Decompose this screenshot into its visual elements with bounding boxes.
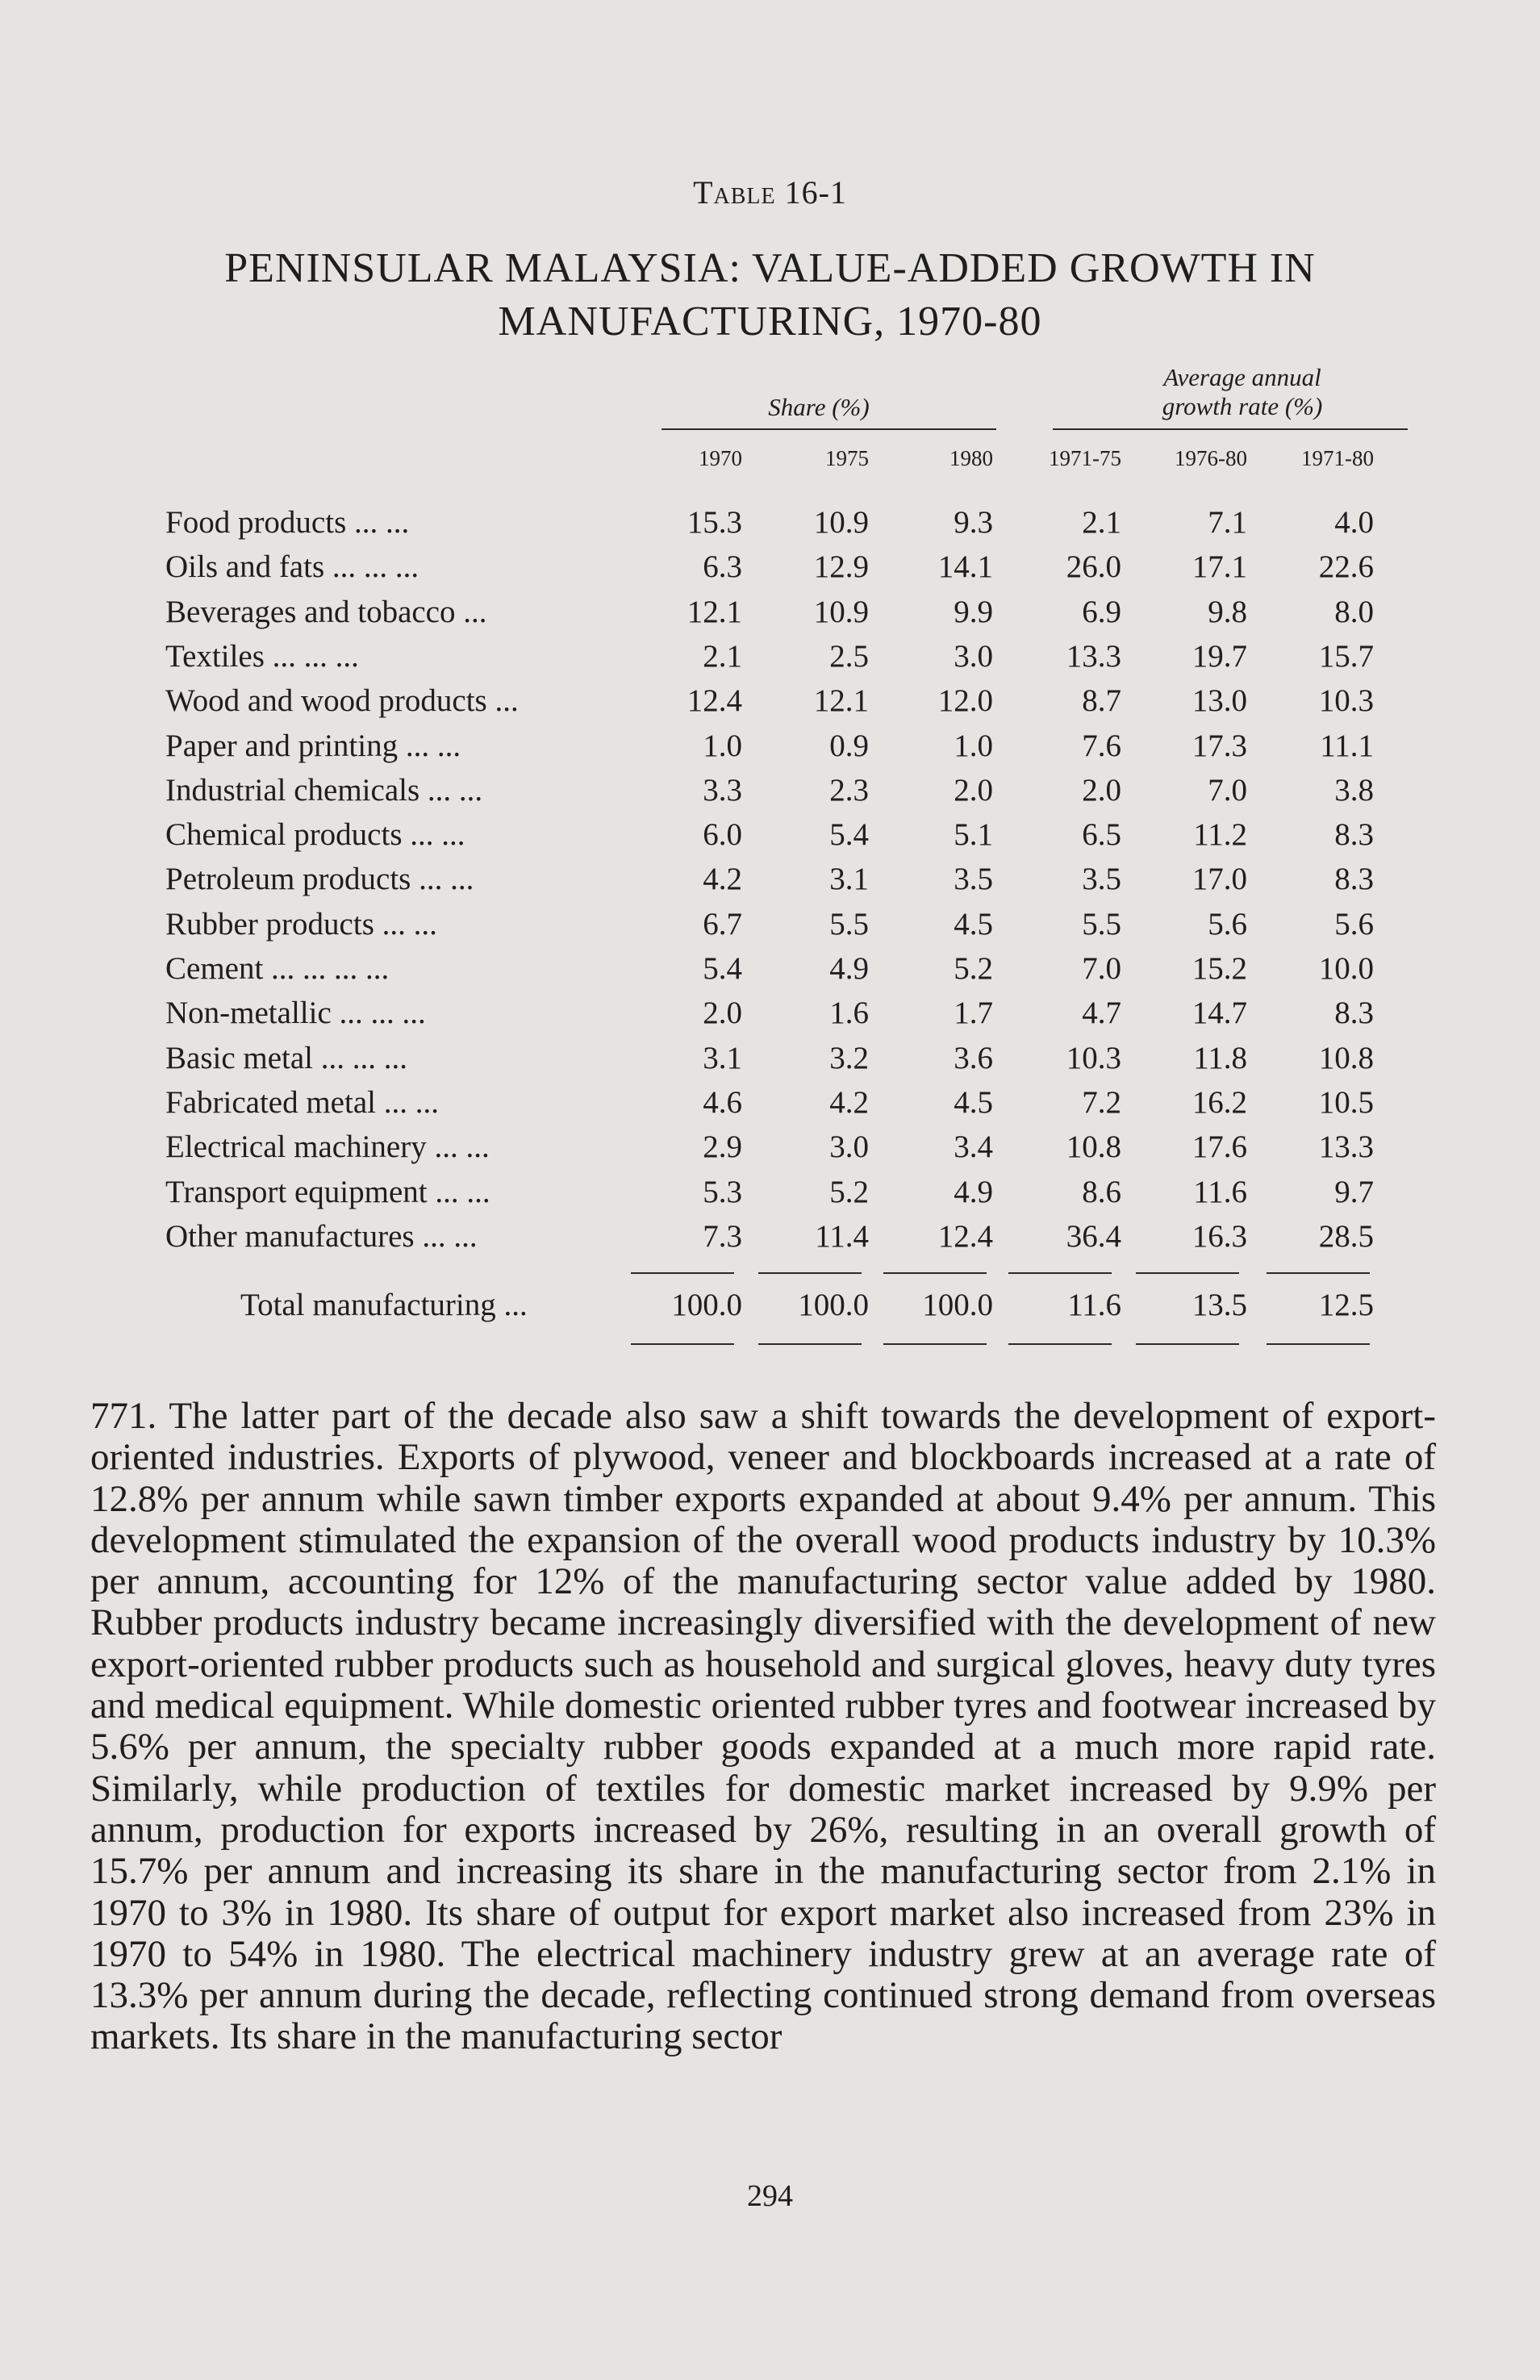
table-cell: 10.0 [1318,951,1374,986]
table-cell: 5.5 [829,906,869,942]
table-row [0,1170,1540,1214]
table-label [0,173,1540,211]
table-cell: 10.9 [813,505,869,540]
total-cell: 100.0 [671,1288,742,1322]
row-label: Beverages and tobacco ... [165,594,487,629]
table-cell: 7.3 [703,1218,742,1254]
growth-column-group-header [1081,363,1404,421]
table-title [0,242,1540,349]
table-cell: 17.0 [1192,862,1247,897]
total-cell: 13.5 [1192,1288,1247,1322]
table-cell: 17.6 [1192,1129,1247,1165]
table-cell: 2.0 [703,996,742,1031]
table-cell: 10.5 [1318,1084,1374,1120]
table-cell: 9.7 [1334,1174,1374,1209]
table-cell: 5.5 [1082,906,1121,942]
table-cell: 4.9 [954,1174,993,1209]
total-top-rule [1267,1272,1370,1274]
table-cell: 4.5 [954,1084,993,1120]
year-header-4: 1976-80 [1175,446,1247,470]
growth-group-rule [1053,428,1408,430]
row-label: Food products ... ... [165,505,410,540]
table-cell: 15.2 [1192,951,1247,986]
table-cell: 4.0 [1334,505,1374,540]
total-cell: 12.5 [1318,1288,1374,1322]
table-cell: 7.2 [1082,1084,1121,1120]
table-cell: 4.9 [829,951,869,986]
table-cell: 7.0 [1208,772,1247,808]
table-cell: 4.2 [703,862,742,897]
table-cell: 7.0 [1082,951,1121,986]
table-cell: 13.3 [1066,638,1121,674]
row-label: Paper and printing ... ... [165,728,461,763]
year-header-0: 1970 [699,446,742,470]
table-title-line-2: MANUFACTURING, 1970-80 [498,299,1042,344]
table-cell: 36.4 [1066,1218,1121,1254]
table-cell: 9.9 [954,594,993,629]
row-label: Fabricated metal ... ... [165,1084,439,1120]
total-top-rule [883,1272,987,1274]
table-cell: 8.3 [1334,862,1374,897]
table-cell: 3.6 [954,1040,993,1075]
table-row [0,724,1540,768]
table-row [0,812,1540,857]
year-header-1: 1975 [825,446,869,470]
table-cell: 3.1 [829,862,869,897]
table-row [0,1036,1540,1080]
table-cell: 0.9 [829,728,869,763]
growth-header-line-2: growth rate (%) [1162,392,1323,420]
year-header-5: 1971-80 [1301,446,1374,470]
row-label: Textiles ... ... ... [165,638,359,674]
total-top-rule [631,1272,734,1274]
table-cell: 11.1 [1320,728,1374,763]
total-top-rule [758,1272,862,1274]
table-row [0,902,1540,946]
table-label-initial: T [693,174,714,211]
table-row [0,857,1540,901]
table-cell: 5.1 [954,817,993,853]
table-cell: 5.6 [1208,906,1247,942]
table-cell: 3.3 [703,772,742,808]
table-cell: 15.7 [1318,638,1374,674]
table-cell: 7.6 [1082,728,1121,763]
table-cell: 3.0 [954,638,993,674]
row-label: Oils and fats ... ... ... [165,549,419,585]
table-cell: 13.0 [1192,683,1247,719]
table-cell: 17.3 [1192,728,1247,763]
share-column-group-header: Share (%) [768,393,870,421]
table-row [0,1125,1540,1169]
table-cell: 2.0 [954,772,993,808]
table-cell: 3.0 [829,1129,869,1165]
table-row [0,590,1540,634]
table-cell: 5.3 [703,1174,742,1209]
table-cell: 14.1 [937,549,993,585]
table-cell: 16.3 [1192,1218,1247,1254]
table-cell: 4.2 [829,1084,869,1120]
table-cell: 6.9 [1082,594,1121,629]
table-cell: 6.0 [703,817,742,853]
total-cell: 100.0 [798,1288,869,1322]
table-cell: 12.1 [687,594,742,629]
table-cell: 11.6 [1193,1174,1247,1209]
table-cell: 5.2 [829,1174,869,1209]
table-label-number: 16-1 [784,174,847,211]
table-row [0,679,1540,723]
row-label: Other manufactures ... ... [165,1218,478,1254]
table-cell: 6.7 [703,906,742,942]
table-cell: 11.2 [1193,817,1247,853]
table-cell: 13.3 [1318,1129,1374,1165]
total-bottom-rule [758,1343,862,1345]
table-label-word: able [713,174,776,211]
table-cell: 3.8 [1334,772,1374,808]
table-cell: 11.4 [815,1218,869,1254]
table-cell: 9.8 [1208,594,1247,629]
table-cell: 16.2 [1192,1084,1247,1120]
table-cell: 10.8 [1318,1040,1374,1075]
row-label: Basic metal ... ... ... [165,1040,408,1075]
table-cell: 5.2 [954,951,993,986]
table-cell: 12.0 [937,683,993,719]
total-bottom-rule [883,1343,987,1345]
table-cell: 11.8 [1193,1040,1247,1075]
table-cell: 1.0 [703,728,742,763]
table-cell: 5.6 [1334,906,1374,942]
table-cell: 8.0 [1334,594,1374,629]
total-cell: 11.6 [1067,1288,1121,1322]
total-bottom-rule [631,1343,734,1345]
table-cell: 5.4 [829,817,869,853]
table-cell: 12.4 [687,683,742,719]
table-cell: 19.7 [1192,638,1247,674]
table-cell: 6.3 [703,549,742,585]
total-top-rule [1008,1272,1112,1274]
table-cell: 7.1 [1208,505,1247,540]
table-cell: 3.5 [954,862,993,897]
table-cell: 28.5 [1318,1218,1374,1254]
table-row [0,1080,1540,1125]
page-number: 294 [747,2179,793,2213]
table-cell: 26.0 [1066,549,1121,585]
table-row [0,545,1540,589]
table-row [0,500,1540,545]
table-cell: 8.6 [1082,1174,1121,1209]
table-cell: 1.0 [954,728,993,763]
table-cell: 14.7 [1192,996,1247,1031]
table-cell: 8.3 [1334,817,1374,853]
total-bottom-rule [1267,1343,1370,1345]
total-top-rule [1136,1272,1239,1274]
table-cell: 8.7 [1082,683,1121,719]
row-label: Rubber products ... ... [165,906,437,942]
table-cell: 15.3 [687,505,742,540]
table-row [0,991,1540,1035]
total-row [0,1283,1540,1327]
table-cell: 10.3 [1066,1040,1121,1075]
table-cell: 10.3 [1318,683,1374,719]
table-cell: 12.4 [937,1218,993,1254]
table-cell: 17.1 [1192,549,1247,585]
table-cell: 6.5 [1082,817,1121,853]
table-cell: 8.3 [1334,996,1374,1031]
row-label: Wood and wood products ... [165,683,519,719]
growth-header-line-1: Average annual [1163,363,1321,391]
table-cell: 12.1 [813,683,869,719]
total-bottom-rule [1008,1343,1112,1345]
table-row [0,946,1540,991]
table-cell: 2.5 [829,638,869,674]
table-cell: 9.3 [954,505,993,540]
total-cell: 100.0 [922,1288,993,1322]
row-label: Transport equipment ... ... [165,1174,490,1209]
table-title-line-1: PENINSULAR MALAYSIA: VALUE-ADDED GROWTH IN [224,245,1316,291]
table-cell: 3.5 [1082,862,1121,897]
row-label: Non-metallic ... ... ... [165,996,426,1031]
body-paragraph: 771. The latter part of the decade also saw a shift towards the development of export-oriented industries. Exports of plywood, veneer and blockboards increased at a rate of 12.8% per annum while sawn timber exports expanded at about 9.4% per annum. This development stimulated the expansion of the overall wood products industry by 10.3% per annum, accounting for 12% of the manufacturing sector value added by 1980. Rubber products industry became increasingly diversified with the development of new export-oriented rubber products such as household and surgical gloves, heavy duty tyres and medical equipment. While domestic oriented rubber tyres and footwear increased by 5.6% per annum, the specialty rubber goods expanded at a much more rapid rate. Similarly, while production of textiles for domestic market increased by 9.9% per annum, production for exports increased by 26%, resulting in an overall growth of 15.7% per annum and increasing its share in the manufacturing sector from 2.1% in 1970 to 3% in 1980. Its share of output for export market also increased from 23% in 1970 to 54% in 1980. The electrical machinery industry grew at an average rate of 13.3% per annum during the decade, reflecting continued strong demand from overseas markets. Its share in the manufacturing sector [90,1395,1436,2058]
table-cell: 1.6 [829,996,869,1031]
table-cell: 4.7 [1082,996,1121,1031]
table-cell: 4.6 [703,1084,742,1120]
table-cell: 2.3 [829,772,869,808]
row-label: Cement ... ... ... ... [165,951,390,986]
total-label: Total manufacturing ... [240,1288,528,1322]
table-cell: 12.9 [813,549,869,585]
table-cell: 1.7 [954,996,993,1031]
table-row [0,1214,1540,1259]
row-label: Electrical machinery ... ... [165,1129,490,1165]
year-header-2: 1980 [949,446,993,470]
table-cell: 3.2 [829,1040,869,1075]
row-label: Chemical products ... ... [165,817,465,853]
table-cell: 2.9 [703,1129,742,1165]
table-cell: 10.9 [813,594,869,629]
table-cell: 3.4 [954,1129,993,1165]
table-cell: 3.1 [703,1040,742,1075]
row-label: Industrial chemicals ... ... [165,772,483,808]
year-header-3: 1971-75 [1049,446,1121,470]
total-bottom-rule [1136,1343,1239,1345]
table-cell: 4.5 [954,906,993,942]
table-cell: 5.4 [703,951,742,986]
table-row [0,768,1540,812]
table-cell: 2.1 [703,638,742,674]
table-cell: 10.8 [1066,1129,1121,1165]
table-cell: 2.0 [1082,772,1121,808]
share-group-rule [661,428,996,430]
table-row [0,634,1540,679]
row-label: Petroleum products ... ... [165,862,474,897]
table-cell: 2.1 [1082,505,1121,540]
table-cell: 22.6 [1318,549,1374,585]
